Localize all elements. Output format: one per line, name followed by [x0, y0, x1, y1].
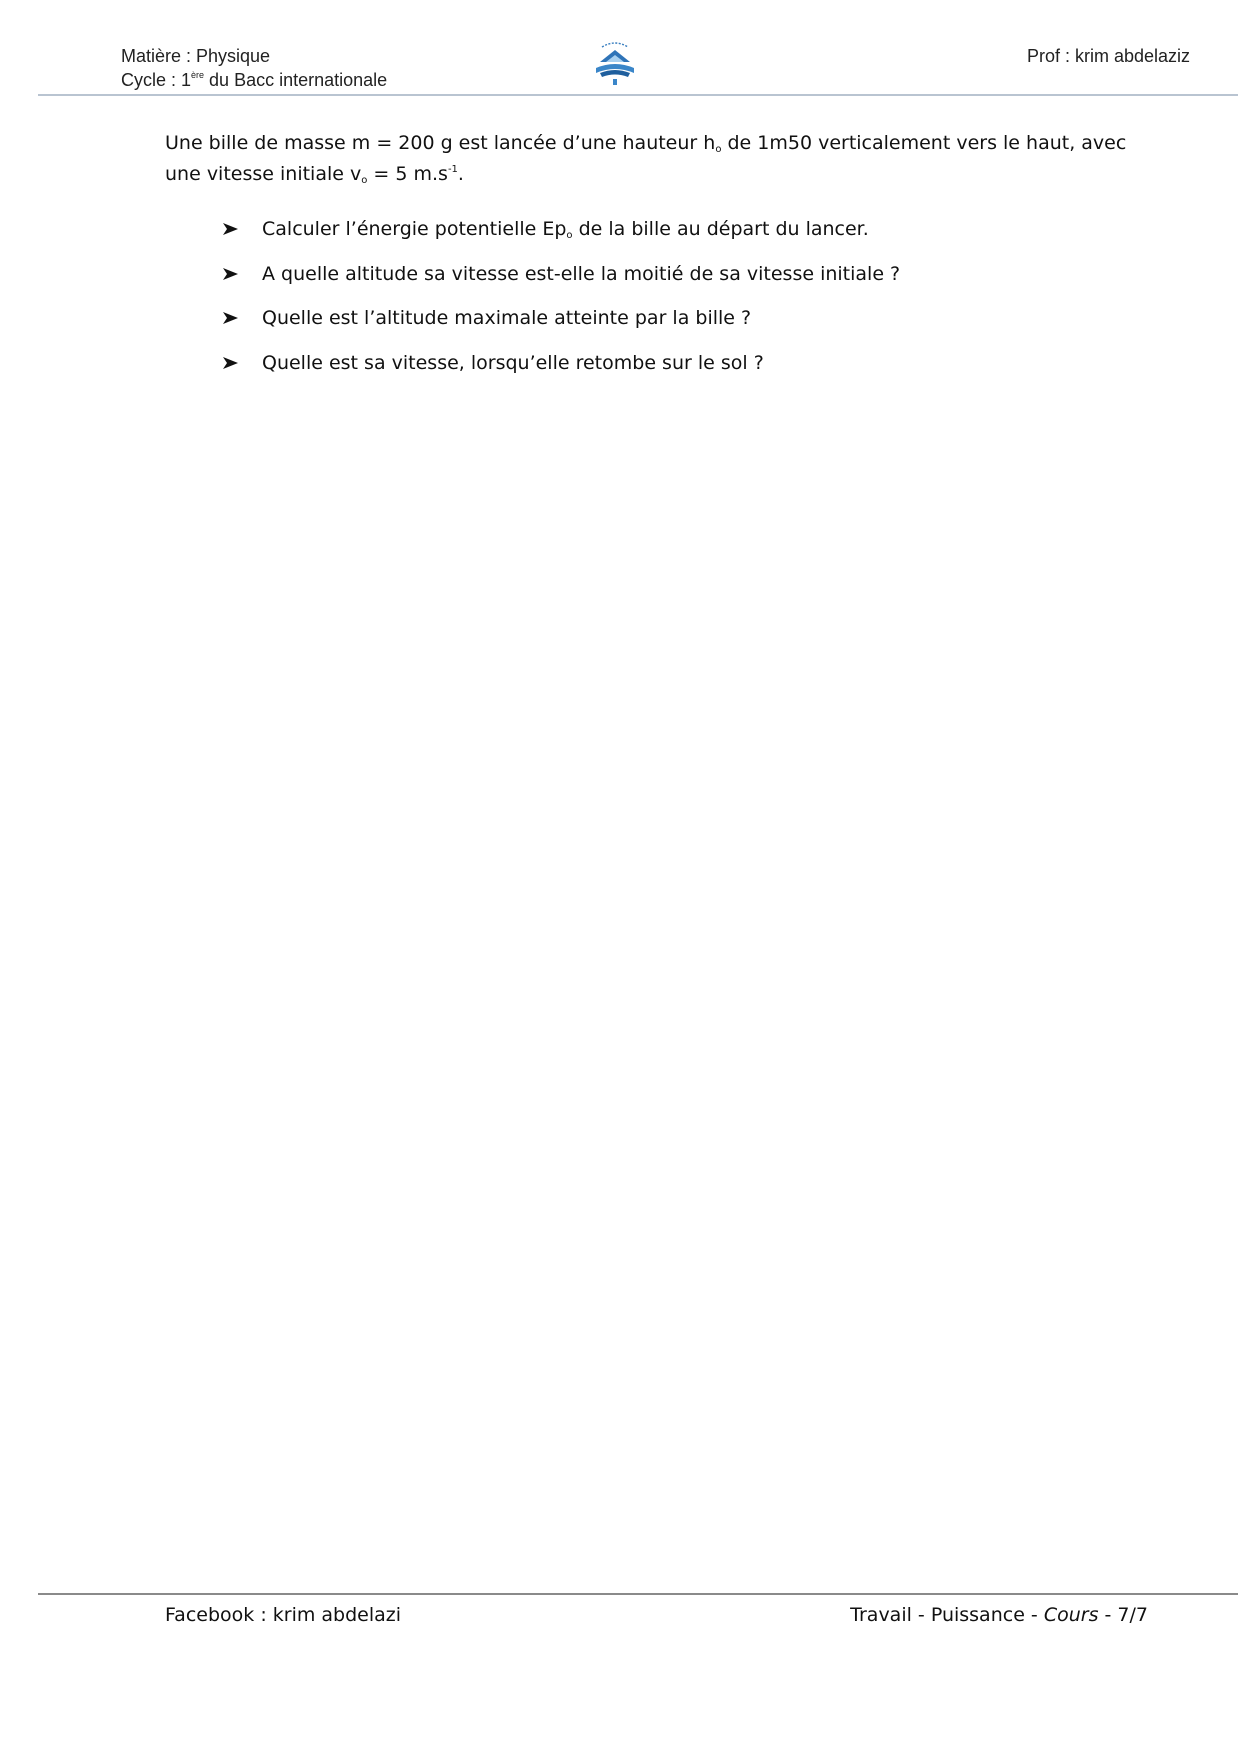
footer-facebook: Facebook : krim abdelazi: [165, 1604, 402, 1626]
header-subject-block: [121, 44, 387, 92]
footer-divider: [38, 1593, 1238, 1595]
question-text: Quelle est l’altitude maximale atteinte par la bille ?: [262, 307, 752, 329]
arrow-bullet-icon: [222, 303, 262, 333]
arrow-bullet-icon: [222, 259, 262, 289]
header-cycle: Cycle : 1ère du Bacc internationale: [121, 70, 388, 90]
list-item: [222, 259, 900, 304]
list-item: [222, 214, 900, 259]
list-item: [222, 303, 900, 348]
question-text: Calculer l’énergie potentielle $Ep_o$ de la bille au départ du lancer.: [262, 218, 869, 241]
header-subject: Matière : Physique: [121, 46, 271, 66]
header-teacher: Prof : krim abdelaziz: [1026, 46, 1190, 66]
question-text: Quelle est sa vitesse, lorsqu’elle retombe sur le sol ?: [262, 351, 764, 374]
arrow-bullet-icon: [222, 348, 262, 378]
footer-page-info: Travail - Puissance - Cours - 7/7: [850, 1604, 1148, 1626]
school-logo-icon: [588, 38, 642, 90]
header-divider: [38, 94, 1238, 96]
list-item: [222, 348, 900, 393]
problem-statement: Une bille de masse m = 200 g est lancée d’une hauteur $h_o$ de 1m50 verticalement vers le haut, avec une vitesse initiale $v_o = 5$ $m.s^{-1}$.: [165, 132, 1127, 186]
question-text: A quelle altitude sa vitesse est-elle la moitié de sa vitesse initiale ?: [262, 262, 901, 285]
arrow-bullet-icon: [222, 214, 262, 244]
question-list: [222, 214, 900, 392]
